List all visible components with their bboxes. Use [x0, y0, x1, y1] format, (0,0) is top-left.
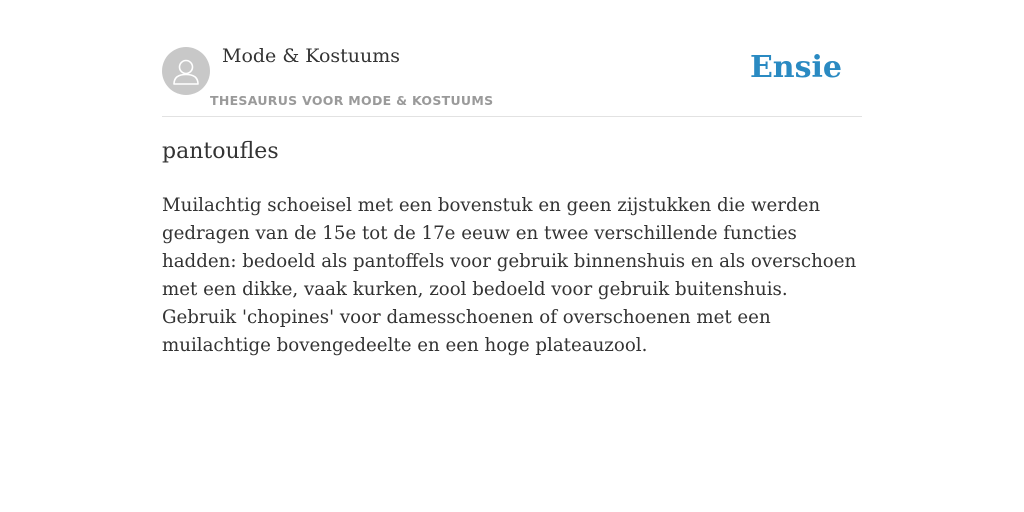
entry-definition: Muilachtig schoeisel met een bovenstuk en geen zijstukken die werden gedragen van de 15e tot de 17e eeuw en twee verschillende functies hadden: bedoeld als pantoffels voor gebruik binnenshuis en als overschoen met een dikke, vaak kurken, zool bedoeld voor gebruik buitenshuis. Gebruik 'chopines' voor damesschoenen of overschoenen met een muilachtige bovengedeelte en een hoge plateauzool.	[162, 195, 857, 356]
brand-logo[interactable]: Ensie	[749, 50, 842, 85]
user-icon	[162, 47, 210, 95]
page-container	[162, 0, 862, 356]
site-subtitle: THESAURUS VOOR MODE & KOSTUUMS	[210, 93, 494, 108]
header	[162, 0, 862, 117]
site-title[interactable]: Mode & Kostuums	[222, 45, 401, 67]
entry-term: pantoufles	[162, 139, 279, 164]
avatar[interactable]	[162, 47, 210, 95]
